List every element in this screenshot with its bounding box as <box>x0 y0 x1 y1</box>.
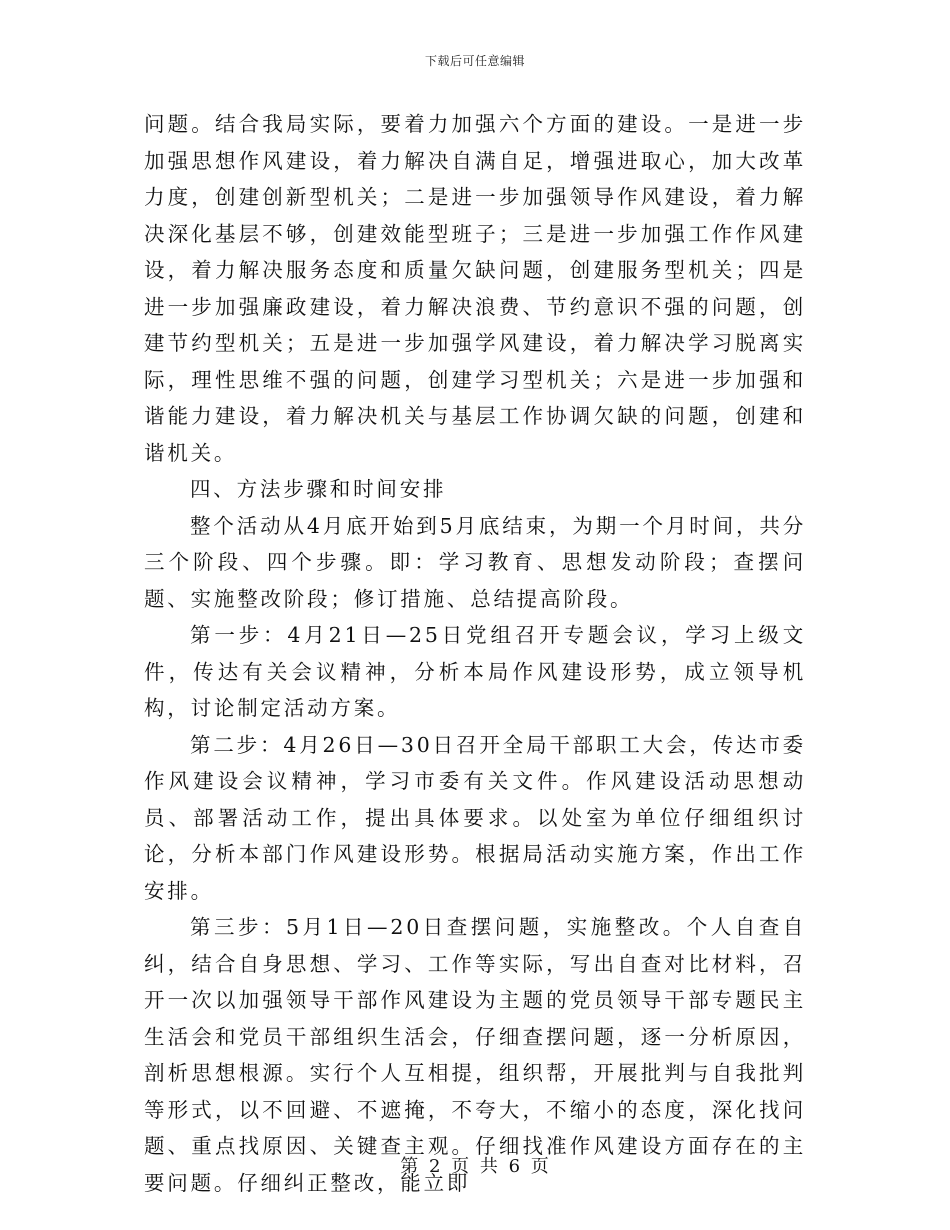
paragraph-step-2: 第二步：4月26日—30日召开全局干部职工大会，传达市委作风建设会议精神，学习市委有关文件。作风建设活动思想动员、部署活动工作，提出具体要求。以处室为单位仔细组织讨论，分析本部门作风建设形势。根据局活动实施方案，作出工作安排。 <box>144 732 806 903</box>
document-body <box>144 106 806 1201</box>
paragraph-3: 整个活动从4月底开始到5月底结束，为期一个月时间，共分三个阶段、四个步骤。即：学习教育、思想发动阶段；查摆问题、实施整改阶段；修订措施、总结提高阶段。 <box>144 513 806 611</box>
page-footer: 第 2 页 共 6 页 <box>400 1156 550 1177</box>
paragraph-1: 问题。结合我局实际，要着力加强六个方面的建设。一是进一步加强思想作风建设，着力解决自满自足，增强进取心，加大改革力度，创建创新型机关；二是进一步加强领导作风建设，着力解决深化基层不够，创建效能型班子；三是进一步加强工作作风建设，着力解决服务态度和质量欠缺问题，创建服务型机关；四是进一步加强廉政建设，着力解决浪费、节约意识不强的问题，创建节约型机关；五是进一步加强学风建设，着力解决学习脱离实际，理性思维不强的问题，创建学习型机关；六是进一步加强和谐能力建设，着力解决机关与基层工作协调欠缺的问题，创建和谐机关。 <box>144 112 806 465</box>
page-header: 下载后可任意编辑 <box>424 54 525 68</box>
paragraph-step-3: 第三步：5月1日—20日查摆问题，实施整改。个人自查自纠，结合自身思想、学习、工作等实际，写出自查对比材料，召开一次以加强领导干部作风建设为主题的党员领导干部专题民主生活会和党员干部组织生活会，仔细查摆问题，逐一分析原因，剖析思想根源。实行个人互相提，组织帮，开展批判与自我批判等形式，以不回避、不遮掩，不夸大，不缩小的态度，深化找问题、重点找原因、关键查主观。仔细找准作风建设方面存在的主要问题。仔细纠正整改，能立即 <box>144 915 806 1195</box>
paragraph-step-1: 第一步：4月21日—25日党组召开专题会议，学习上级文件，传达有关会议精神，分析本局作风建设形势，成立领导机构，讨论制定活动方案。 <box>144 623 806 720</box>
section-heading: 四、方法步骤和时间安排 <box>190 477 447 501</box>
